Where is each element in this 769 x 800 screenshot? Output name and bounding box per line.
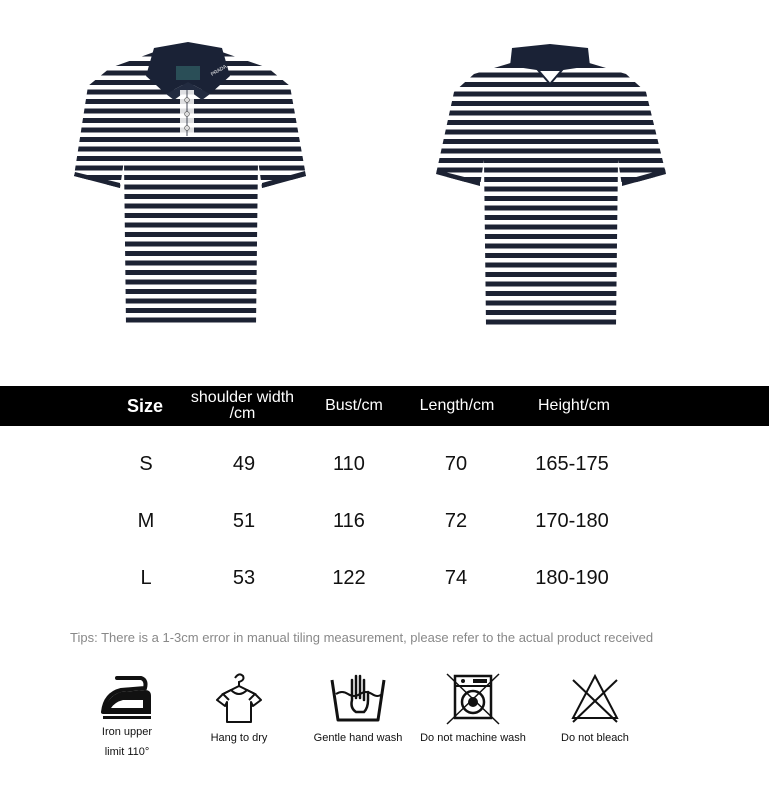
column-header-shoulder-width: shoulder width /cm [190, 389, 295, 422]
cell-bust: 116 [333, 509, 365, 532]
cell-size: M [137, 509, 155, 532]
svg-text:PRADA: PRADA [210, 63, 228, 78]
cell-bust: 122 [332, 566, 366, 589]
table-header [0, 386, 769, 426]
column-header-length: Length/cm [419, 397, 495, 414]
size-chart-table [0, 386, 769, 589]
cell-length: 70 [444, 452, 468, 475]
care-label: Iron upper limit 110° [101, 726, 153, 758]
care-label: Gentle hand wash [313, 732, 403, 744]
care-label: Hang to dry [210, 732, 268, 744]
table-row [0, 506, 769, 536]
iron-icon [97, 670, 157, 722]
cell-size: S [139, 452, 153, 475]
cell-height: 165-175 [535, 452, 609, 475]
column-header-bust: Bust/cm [325, 397, 383, 414]
care-item-no-machine-wash [403, 670, 543, 748]
polo-shirt-front-image [70, 42, 306, 328]
table-row [0, 563, 769, 593]
cell-height: 170-180 [535, 509, 609, 532]
cell-size: L [140, 566, 152, 589]
no-bleach-icon [565, 670, 625, 728]
no-machine-wash-icon [443, 670, 503, 728]
column-header-size: Size [126, 396, 164, 416]
hang-to-dry-icon [209, 670, 269, 728]
cell-bust: 110 [333, 452, 365, 475]
cell-shoulder-width: 53 [232, 566, 256, 589]
care-item-no-bleach [525, 670, 665, 748]
measurement-tip: Tips: There is a 1-3cm error in manual tiling measurement, please refer to the actual product received [70, 630, 654, 645]
column-header-height: Height/cm [537, 397, 611, 414]
table-row [0, 449, 769, 479]
care-label: Do not bleach [561, 732, 629, 744]
cell-length: 74 [444, 566, 468, 589]
polo-shirt-back-image [434, 44, 666, 328]
cell-shoulder-width: 49 [232, 452, 256, 475]
cell-shoulder-width: 51 [232, 509, 256, 532]
hand-wash-icon [328, 670, 388, 728]
product-images [0, 0, 769, 340]
care-instructions [0, 670, 769, 780]
cell-length: 72 [444, 509, 468, 532]
care-label: Do not machine wash [420, 732, 526, 744]
cell-height: 180-190 [535, 566, 609, 589]
